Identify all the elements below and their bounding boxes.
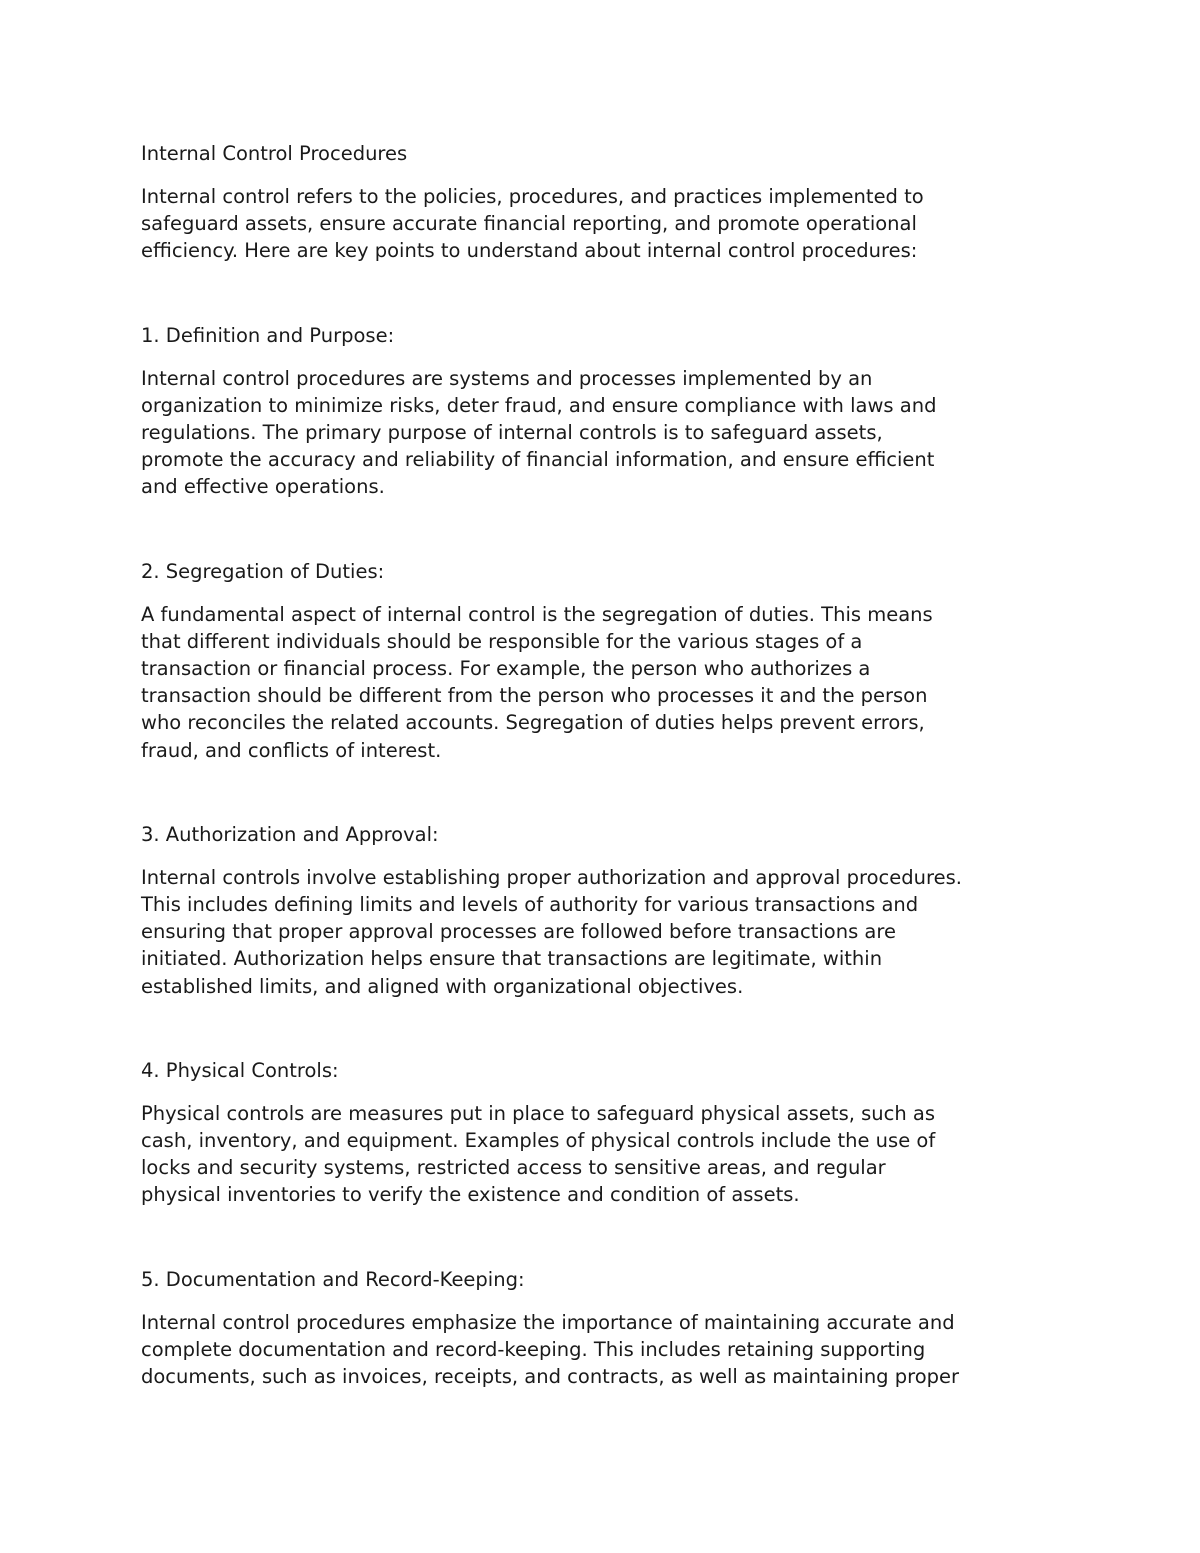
section-heading: 5. Documentation and Record-Keeping: (141, 1267, 525, 1291)
intro-paragraph: Internal control refers to the policies, procedures, and practices implemented to safeguard assets, ensure accurate financial reporting, and promote operational efficiency. Here are key points to understand about internal control procedures: (141, 185, 924, 263)
section-segregation-of-duties (141, 558, 1071, 764)
section-heading: 1. Definition and Purpose: (141, 323, 395, 347)
section-body: A fundamental aspect of internal control is the segregation of duties. This means that different individuals should be responsible for the various stages of a transaction or financial process. For example, the person who authorizes a transaction should be different from the person who processes it and the person who reconciles the related accounts. Segregation of duties helps prevent errors, fraud, and conflicts of interest. (141, 602, 933, 762)
section-body: Internal control procedures are systems and processes implemented by an organization to minimize risks, deter fraud, and ensure compliance with laws and regulations. The primary purpose of internal controls is to safeguard assets, promote the accuracy and reliability of financial information, and ensure efficient and effective operations. (141, 366, 937, 499)
document-title: Internal Control Procedures (141, 142, 408, 165)
section-body: Internal control procedures emphasize the importance of maintaining accurate and complete documentation and record-keeping. This includes retaining supporting documents, such as invoices, receipts, and contracts, as well as maintaining proper (141, 1310, 960, 1389)
section-documentation-and-record-keeping (141, 1266, 1071, 1391)
section-body: Internal controls involve establishing proper authorization and approval procedures. This includes defining limits and levels of authority for various transactions and ensuring that proper approval processes are followed before transactions are initiated. Authorization helps ensure that transactions are legitimate, within established limits, and aligned with organizational objectives. (141, 865, 962, 998)
section-body: Physical controls are measures put in place to safeguard physical assets, such as cash, inventory, and equipment. Examples of physical controls include the use of locks and security systems, restricted access to sensitive areas, and regular physical inventories to verify the existence and condition of assets. (141, 1101, 936, 1207)
section-definition-and-purpose (141, 322, 1071, 501)
section-authorization-and-approval (141, 821, 1071, 1000)
document-content (141, 140, 1071, 1447)
section-physical-controls (141, 1057, 1071, 1209)
section-heading: 3. Authorization and Approval: (141, 822, 439, 846)
section-heading: 2. Segregation of Duties: (141, 559, 385, 583)
section-heading: 4. Physical Controls: (141, 1058, 339, 1082)
